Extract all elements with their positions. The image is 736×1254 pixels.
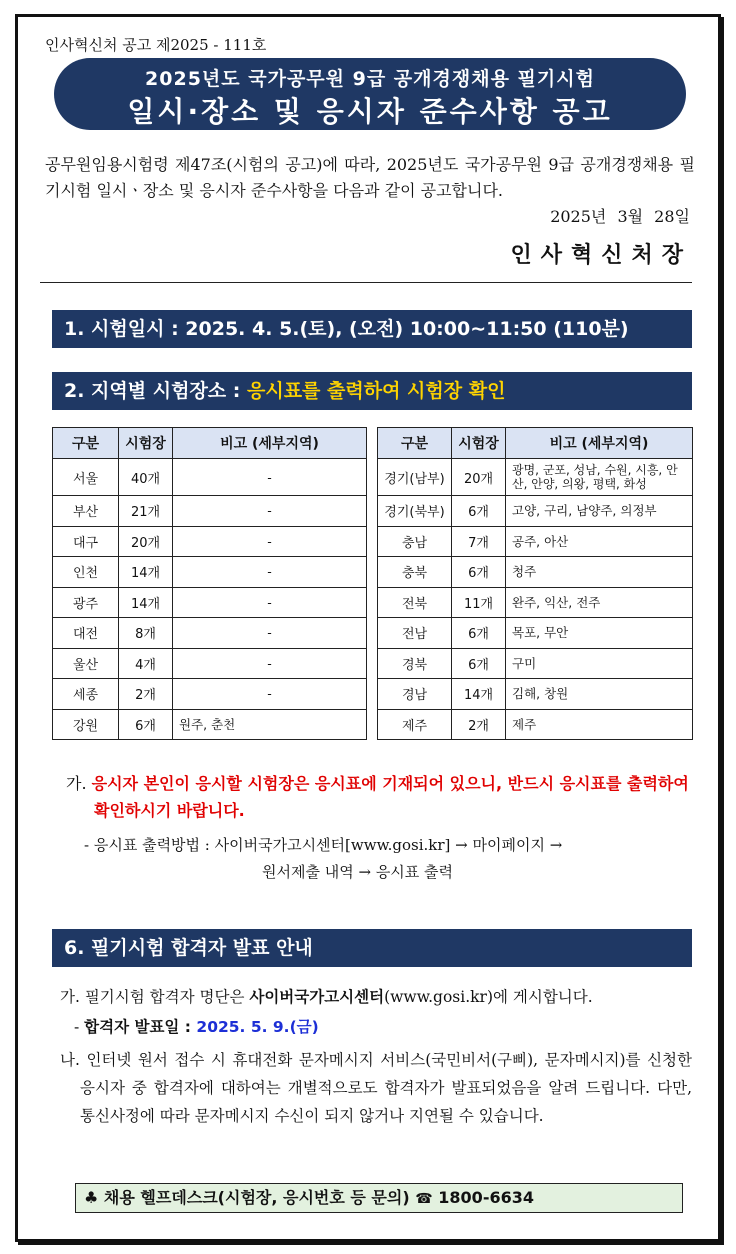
- telephone-icon: ☎: [415, 1191, 433, 1207]
- note-cell: 완주, 익산, 전주: [506, 587, 693, 618]
- announce-date-dash: -: [74, 1018, 85, 1036]
- venue-warning: [66, 770, 696, 824]
- table-row: [53, 587, 367, 618]
- region-cell: 세종: [53, 679, 119, 710]
- print-method-line-2: 원서제출 내역 → 응시표 출력: [262, 863, 454, 881]
- venue-table-left: [52, 427, 367, 740]
- region-cell: 경남: [378, 679, 452, 710]
- region-cell: 광주: [53, 587, 119, 618]
- region-cell: 경북: [378, 648, 452, 679]
- table-row: [53, 557, 367, 588]
- region-cell: 울산: [53, 648, 119, 679]
- section-2-label: 2. 지역별 시험장소 :: [64, 380, 247, 402]
- section-2-highlight: 응시표를 출력하여 시험장 확인: [246, 380, 506, 402]
- count-cell: 14개: [119, 587, 173, 618]
- count-cell: 11개: [452, 587, 506, 618]
- section-6-label: 6. 필기시험 합격자 발표 안내: [64, 937, 313, 959]
- announce-date: [74, 1014, 319, 1041]
- note-cell: -: [173, 618, 367, 649]
- region-cell: 강원: [53, 709, 119, 740]
- count-cell: 6개: [452, 496, 506, 527]
- title-banner: [54, 58, 686, 130]
- header-count: 시험장: [119, 428, 173, 459]
- helpdesk-box: [75, 1183, 683, 1213]
- region-cell: 충남: [378, 526, 452, 557]
- table-header-row: [53, 428, 367, 459]
- warning-lead: 가.: [66, 774, 87, 793]
- header-note: 비고 (세부지역): [173, 428, 367, 459]
- club-icon: ♣: [84, 1188, 99, 1207]
- region-cell: 대구: [53, 526, 119, 557]
- title-line-1: 2025년도 국가공무원 9급 공개경쟁채용 필기시험: [145, 68, 595, 90]
- region-cell: 인천: [53, 557, 119, 588]
- note-cell: -: [173, 557, 367, 588]
- count-cell: 6개: [452, 557, 506, 588]
- section-1-bar: [52, 310, 692, 348]
- region-cell: 전북: [378, 587, 452, 618]
- note-cell: 구미: [506, 648, 693, 679]
- count-cell: 8개: [119, 618, 173, 649]
- announce-ga-suffix: (www.gosi.kr)에 게시합니다.: [384, 988, 593, 1006]
- table-row: [53, 679, 367, 710]
- signer: 인사혁신처장: [510, 243, 692, 268]
- note-cell: -: [173, 496, 367, 527]
- note-cell: 고양, 구리, 남양주, 의정부: [506, 496, 693, 527]
- header-region: 구분: [53, 428, 119, 459]
- header-region: 구분: [378, 428, 452, 459]
- region-cell: 전남: [378, 618, 452, 649]
- count-cell: 7개: [452, 526, 506, 557]
- helpdesk-phone: 1800-6634: [438, 1188, 534, 1207]
- header-note: 비고 (세부지역): [506, 428, 693, 459]
- count-cell: 2개: [452, 709, 506, 740]
- notice-date: 2025년 3월 28일: [550, 207, 690, 226]
- table-row: [53, 496, 367, 527]
- venue-table-right: [377, 427, 693, 740]
- table-row: [378, 709, 693, 740]
- notice-number: 인사혁신처 공고 제2025 - 111호: [45, 36, 267, 54]
- table-row: [378, 557, 693, 588]
- count-cell: 14개: [452, 679, 506, 710]
- table-row: [53, 526, 367, 557]
- print-method: [84, 832, 704, 886]
- table-row: [53, 459, 367, 496]
- table-row: [378, 679, 693, 710]
- announce-date-value: 2025. 5. 9.(금): [196, 1018, 319, 1036]
- intro-paragraph: 공무원임용시험령 제47조(시험의 공고)에 따라, 2025년도 국가공무원 9급 공개경쟁채용 필기시험 일시ㆍ장소 및 응시자 준수사항을 다음과 같이 공고합니다.: [45, 155, 695, 200]
- count-cell: 4개: [119, 648, 173, 679]
- print-method-line-1: - 응시표 출력방법 : 사이버국가고시센터[www.gosi.kr] → 마이페이지 →: [84, 836, 563, 854]
- note-cell: 원주, 춘천: [173, 709, 367, 740]
- region-cell: 대전: [53, 618, 119, 649]
- region-cell: 제주: [378, 709, 452, 740]
- region-cell: 경기(남부): [378, 459, 452, 496]
- table-row: [378, 526, 693, 557]
- count-cell: 6개: [452, 648, 506, 679]
- section-2-bar: [52, 372, 692, 410]
- note-cell: -: [173, 679, 367, 710]
- title-line-2: 일시·장소 및 응시자 준수사항 공고: [127, 95, 613, 128]
- note-cell: -: [173, 459, 367, 496]
- note-cell: 제주: [506, 709, 693, 740]
- note-cell: 공주, 아산: [506, 526, 693, 557]
- announce-na: 나. 인터넷 원서 접수 시 휴대전화 문자메시지 서비스(국민비서(구삐), 문자메시지)를 신청한 응시자 중 합격자에 대하여는 개별적으로도 합격자가 발표되었음을 알려 드립니다. 다만, 통신사정에 따라 문자메시지 수신이 되지 않거나 지연될 수 있습니다.: [60, 1051, 692, 1125]
- note-cell: -: [173, 526, 367, 557]
- table-header-row: [378, 428, 693, 459]
- announce-date-label: 합격자 발표일 :: [84, 1018, 197, 1036]
- section-6-bar: [52, 929, 692, 967]
- table-row: [53, 618, 367, 649]
- table-row: [378, 587, 693, 618]
- region-cell: 충북: [378, 557, 452, 588]
- announce-ga-prefix: 가. 필기시험 합격자 명단은: [60, 988, 250, 1006]
- header-count: 시험장: [452, 428, 506, 459]
- table-row: [378, 459, 693, 496]
- note-cell: 김해, 창원: [506, 679, 693, 710]
- table-row: [378, 618, 693, 649]
- announce-ga: [60, 984, 593, 1011]
- count-cell: 6개: [452, 618, 506, 649]
- table-row: [53, 648, 367, 679]
- table-row: [378, 496, 693, 527]
- region-cell: 서울: [53, 459, 119, 496]
- note-cell: 광명, 군포, 성남, 수원, 시흥, 안산, 안양, 의왕, 평택, 화성: [506, 459, 693, 496]
- count-cell: 20개: [119, 526, 173, 557]
- divider: [40, 282, 692, 283]
- count-cell: 2개: [119, 679, 173, 710]
- gosi-center-name: 사이버국가고시센터: [249, 988, 385, 1006]
- region-cell: 경기(북부): [378, 496, 452, 527]
- table-row: [53, 709, 367, 740]
- count-cell: 21개: [119, 496, 173, 527]
- note-cell: -: [173, 648, 367, 679]
- note-cell: 목포, 무안: [506, 618, 693, 649]
- note-cell: -: [173, 587, 367, 618]
- region-cell: 부산: [53, 496, 119, 527]
- section-1-label: 1. 시험일시 : 2025. 4. 5.(토), (오전) 10:00∼11:50 (110분): [64, 318, 629, 340]
- count-cell: 40개: [119, 459, 173, 496]
- warning-text: 응시자 본인이 응시할 시험장은 응시표에 기재되어 있으니, 반드시 응시표를 출력하여 확인하시기 바랍니다.: [91, 774, 689, 820]
- note-cell: 청주: [506, 557, 693, 588]
- table-row: [378, 648, 693, 679]
- count-cell: 6개: [119, 709, 173, 740]
- count-cell: 14개: [119, 557, 173, 588]
- count-cell: 20개: [452, 459, 506, 496]
- helpdesk-text: 채용 헬프데스크(시험장, 응시번호 등 문의): [103, 1188, 410, 1207]
